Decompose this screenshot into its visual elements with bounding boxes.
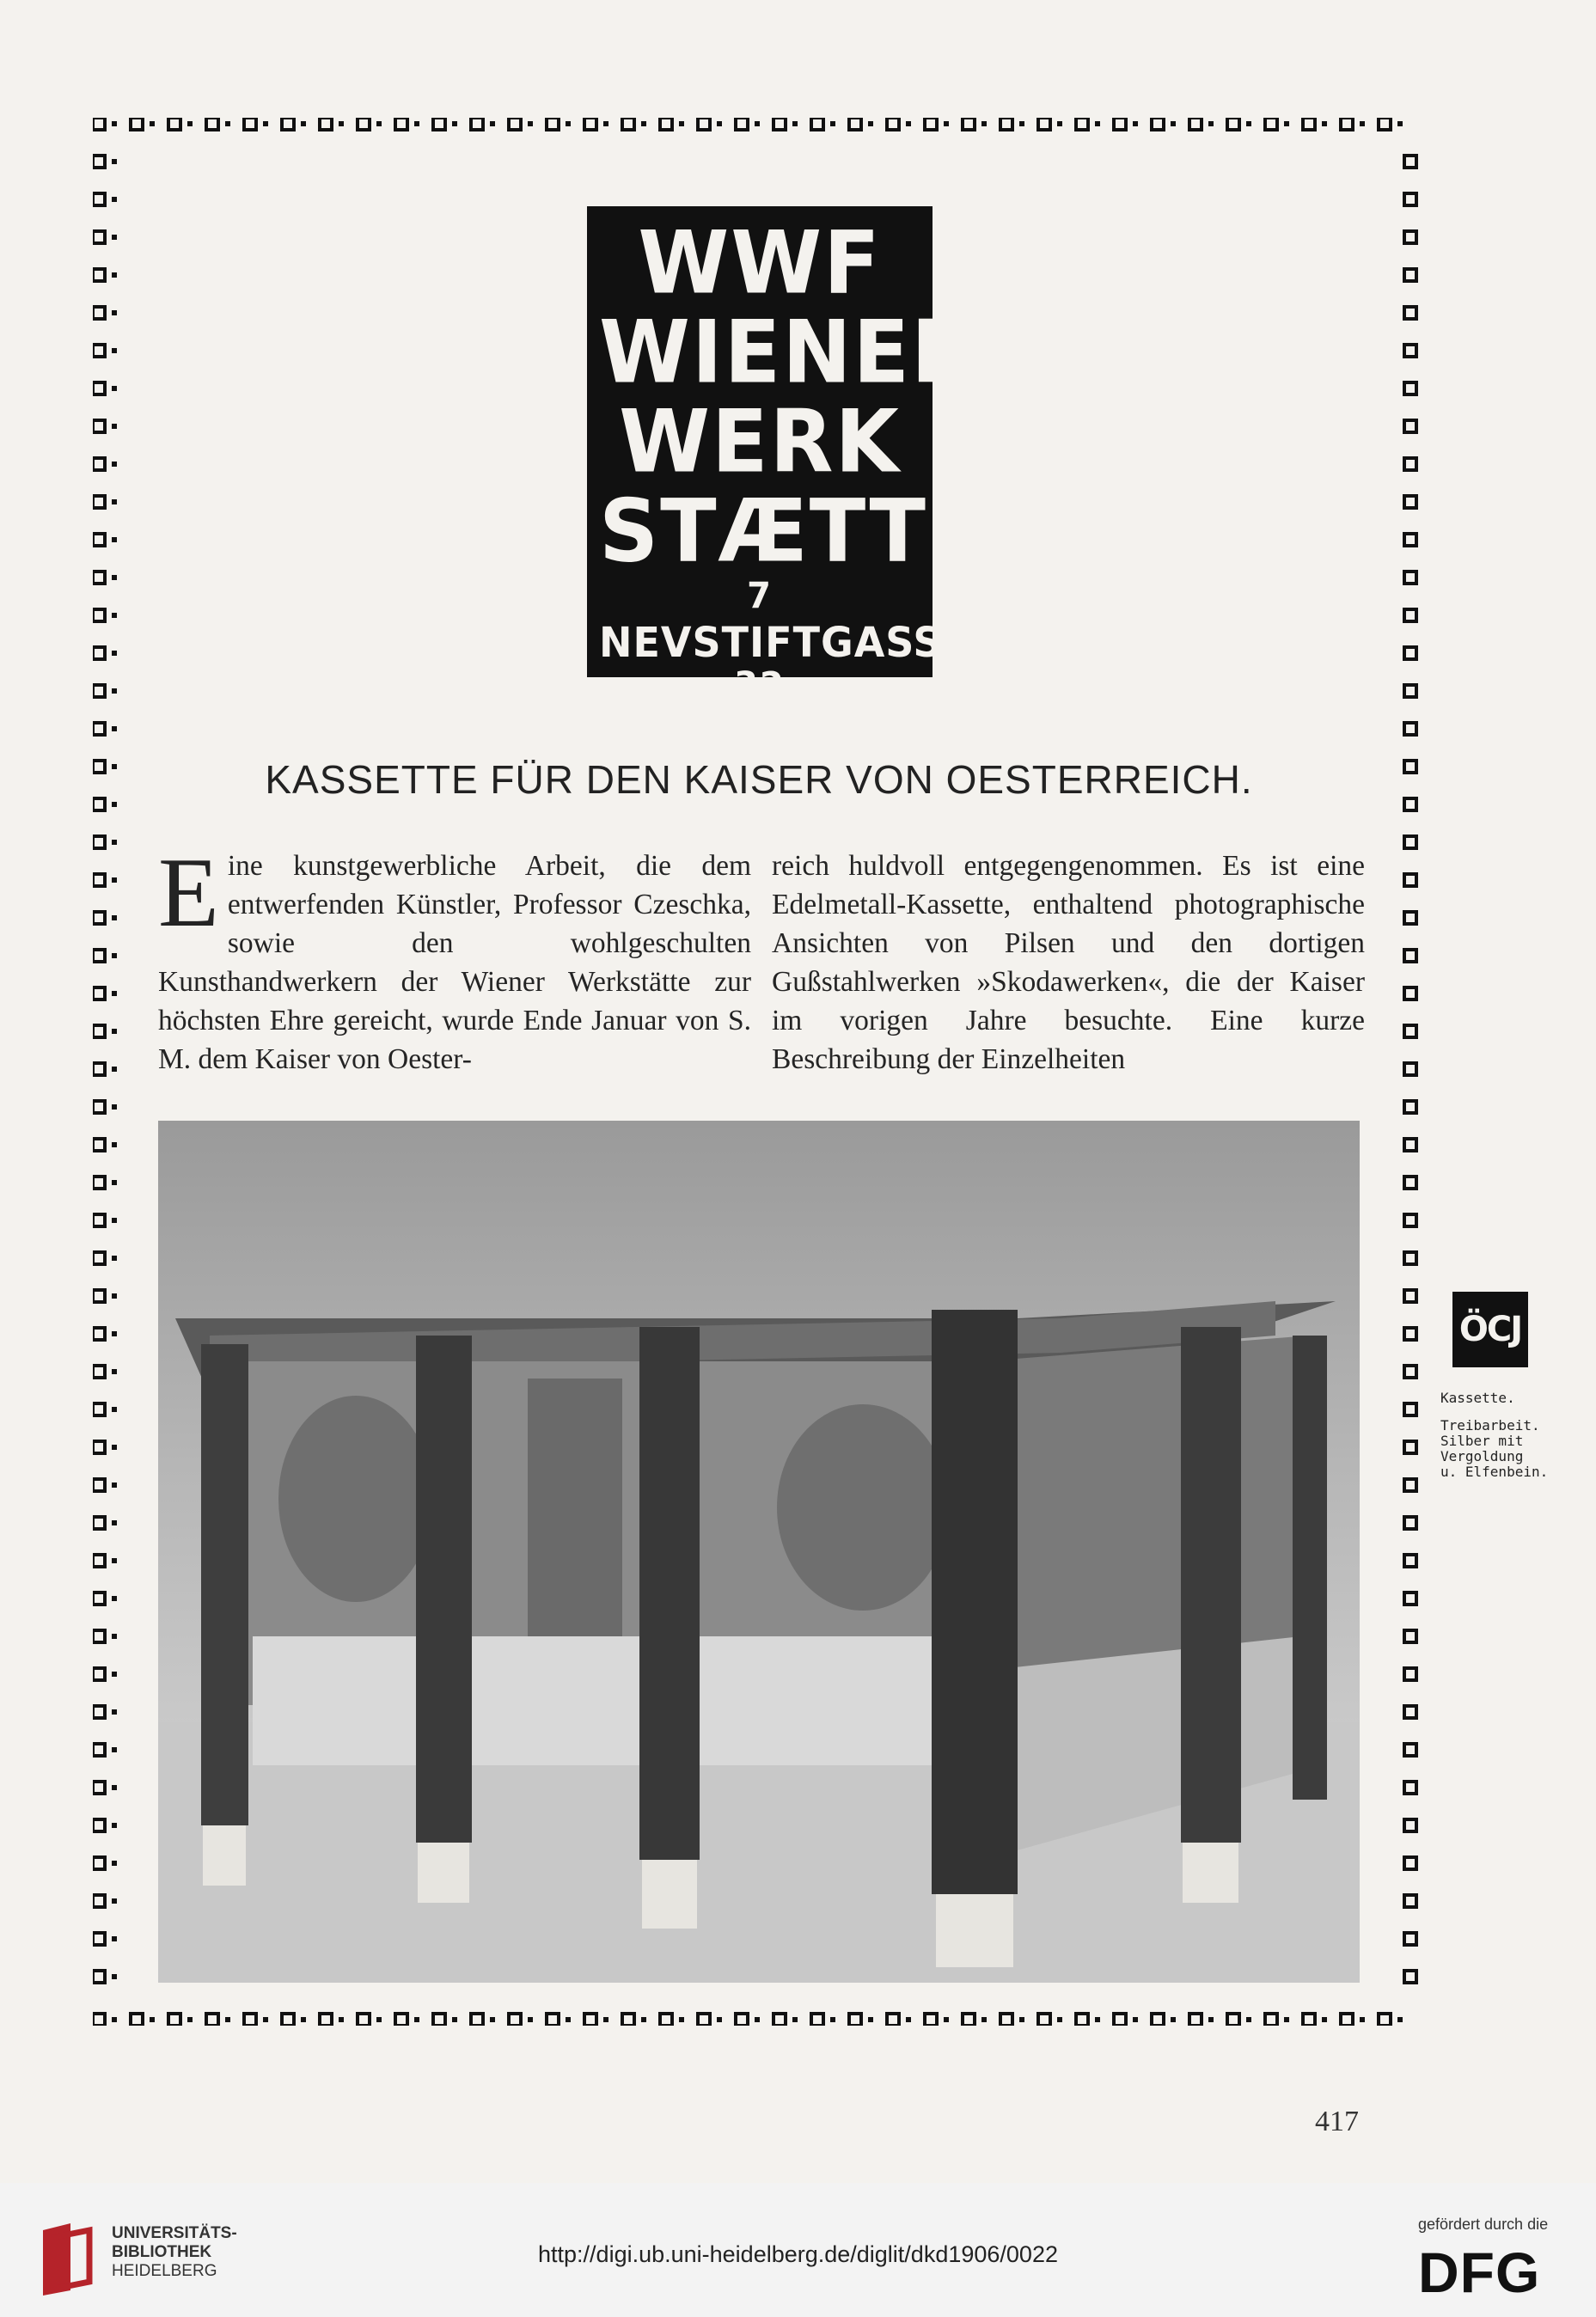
logo-line-1: WWF: [638, 212, 882, 314]
wiener-werkstaette-logo: [587, 206, 986, 707]
logo-line-6: NEVSTIFTGASSE: [599, 617, 970, 667]
source-url-link[interactable]: http://digi.ub.uni-heidelberg.de/diglit/dkd1906/0022: [538, 2241, 1058, 2267]
library-name-line: UNIVERSITÄTS-: [112, 2224, 237, 2242]
caption-line: Vergoldung: [1440, 1448, 1524, 1464]
article-title: KASSETTE FÜR DEN KAISER VON OESTERREICH.: [265, 757, 1253, 802]
library-name-line: HEIDELBERG: [112, 2262, 217, 2280]
logo-line-7: 32: [734, 664, 786, 707]
library-name-line: BIBLIOTHEK: [112, 2243, 212, 2261]
caption-line: u. Elfenbein.: [1440, 1464, 1549, 1480]
logo-line-5: 7: [747, 575, 773, 618]
logo-line-3: WERK: [619, 391, 901, 492]
caption-line: Silber mit: [1440, 1433, 1524, 1449]
caption-line: Treibarbeit.: [1440, 1417, 1540, 1434]
monogram-emblem: ÖCJ: [1452, 1292, 1528, 1367]
caption-title: Kassette.: [1440, 1390, 1515, 1406]
figure-caption: [1440, 1391, 1561, 1480]
left-column-text: ine kunstgewerbliche Arbeit, die dem entwerfenden Künstler, Professor Czeschka, sowie den wohlgeschulten Kunsthandwerkern der Wiener Werkstätte zur höchsten Ehre gereicht, wurde Ende Januar von S. M. dem Kaiser von Oester-: [158, 850, 751, 1075]
logo-line-4: STÆTTE: [599, 480, 986, 582]
article-column-left: [158, 838, 751, 1079]
dfg-logo: DFG: [1418, 2241, 1541, 2304]
page-number: 417: [1315, 2106, 1359, 2137]
funding-label: gefördert durch die: [1418, 2216, 1549, 2233]
right-column-text: reich huldvoll entgegengenommen. Es ist eine Edelmetall-Kassette, enthaltend photographische Ansichten von Pilsen und den dortigen Gußstahlwerken »Skodawerken«, die der Kaiser im vorigen Jahre besuchte. Eine kurze Beschreibung der Einzelheiten: [772, 850, 1365, 1075]
digitization-footer: [0, 2183, 1596, 2317]
drop-cap: E: [158, 838, 219, 948]
casket-photograph: [158, 1121, 1360, 1983]
article-column-right: [772, 847, 1365, 1079]
logo-line-2: WIENER: [599, 302, 977, 403]
